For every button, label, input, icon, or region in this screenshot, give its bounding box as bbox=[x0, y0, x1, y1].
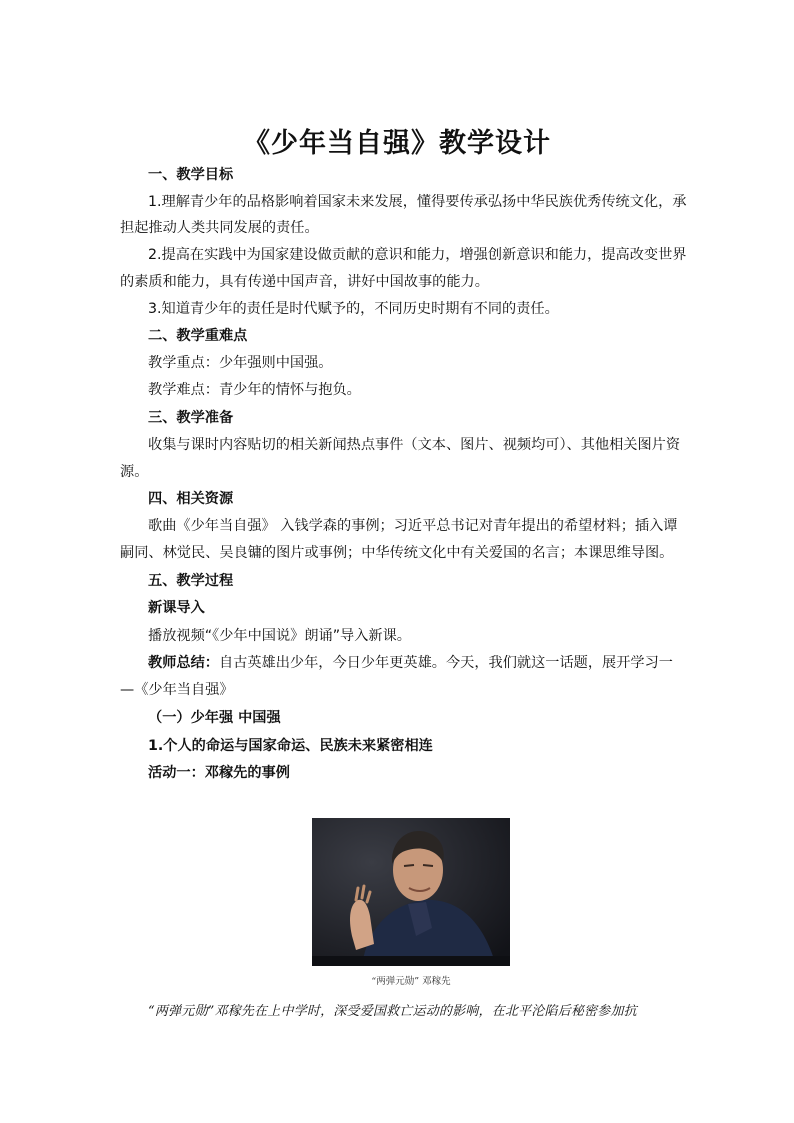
photo-caption: “两弹元勋” 邓稼先 bbox=[371, 976, 451, 987]
intro-heading: 新课导入 bbox=[148, 600, 205, 616]
objective-2-line-2: 的素质和能力，具有传递中国声音，讲好中国故事的能力。 bbox=[120, 274, 489, 290]
point-1-heading: 1.个人的命运与国家命运、民族未来紧密相连 bbox=[148, 738, 433, 754]
preparation-line-1: 收集与课时内容贴切的相关新闻热点事件（文本、图片、视频均可）、其他相关图片资 bbox=[148, 437, 681, 453]
objective-1-line-2: 担起推动人类共同发展的责任。 bbox=[120, 220, 319, 236]
portrait-photo bbox=[312, 818, 510, 966]
resources-line-1: 歌曲《少年当自强》 入钱学森的事例；习近平总书记对青年提出的希望材料；插入谭 bbox=[148, 518, 678, 534]
section-heading-key-points: 二、教学重难点 bbox=[148, 328, 248, 344]
portrait-illustration bbox=[312, 818, 510, 966]
page-title: 《少年当自强》教学设计 bbox=[243, 128, 551, 159]
section-heading-process: 五、教学过程 bbox=[148, 573, 234, 589]
preparation-line-2: 源。 bbox=[120, 464, 149, 480]
teacher-summary-label: 教师总结： bbox=[148, 655, 219, 671]
section-heading-resources: 四、相关资源 bbox=[148, 491, 234, 507]
teacher-summary-line-2: —《少年当自强》 bbox=[120, 682, 234, 698]
objective-2-line-1: 2.提高在实践中为国家建设做贡献的意识和能力，增强创新意识和能力，提高改变世界 bbox=[148, 247, 687, 263]
teacher-summary-line-1 bbox=[148, 653, 676, 673]
intro-text: 播放视频“《少年中国说》朗诵”导入新课。 bbox=[148, 628, 411, 644]
subsection-heading: （一）少年强 中国强 bbox=[148, 710, 281, 726]
objective-1-line-1: 1.理解青少年的品格影响着国家未来发展，懂得要传承弘扬中华民族优秀传统文化，承 bbox=[148, 194, 687, 210]
teacher-summary-text: 自古英雄出少年，今日少年更英雄。今天，我们就这一话题，展开学习一 bbox=[218, 655, 673, 671]
activity-1-heading: 活动一：邓稼先的事例 bbox=[148, 765, 290, 781]
story-line-1: “两弹元勋”邓稼先在上中学时，深受爱国救亡运动的影响，在北平沦陷后秘密参加抗 bbox=[148, 1004, 637, 1019]
resources-line-2: 嗣同、林觉民、吴良镛的图片或事例；中华传统文化中有关爱国的名言；本课思维导图。 bbox=[120, 545, 674, 561]
objective-3-line-1: 3.知道青少年的责任是时代赋予的，不同历史时期有不同的责任。 bbox=[148, 301, 559, 317]
section-heading-objectives: 一、教学目标 bbox=[148, 167, 234, 183]
section-heading-preparation: 三、教学准备 bbox=[148, 410, 234, 426]
key-point-text: 教学重点：少年强则中国强。 bbox=[148, 355, 333, 371]
difficult-point-text: 教学难点：青少年的情怀与抱负。 bbox=[148, 382, 361, 398]
